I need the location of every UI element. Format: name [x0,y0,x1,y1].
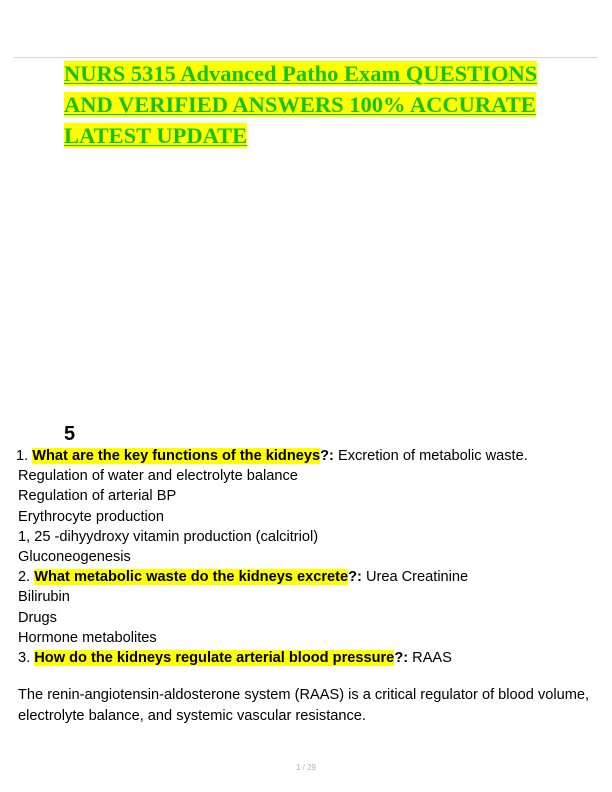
answer-line: Regulation of arterial BP [18,488,177,505]
answer-line: Bilirubin [18,589,70,606]
answer-line: Gluconeogenesis [18,549,131,566]
title-line-1: NURS 5315 Advanced Patho Exam QUESTIONS [64,61,538,86]
question-3: How do the kidneys regulate arterial blood pressure [34,650,395,667]
question-2: What metabolic waste do the kidneys excrete [34,569,349,586]
answer-line: Regulation of water and electrolyte balance [18,468,298,485]
page-counter: 1 / 29 [295,763,316,772]
answer-1-first: Excretion of metabolic waste. [333,448,528,464]
answer-3-first: RAAS [408,650,452,667]
question-3-line: 3. How do the kidneys regulate arterial blood pressure?: RAAS [18,650,452,667]
document-title [64,58,564,151]
answer-line: Drugs [18,609,57,626]
answer-line: Hormone metabolites [18,629,157,646]
title-line-3: LATEST UPDATE [64,123,248,148]
answer-line: 1, 25 -dihyydroxy vitamin production (calcitriol) [18,528,319,545]
answer-line: Erythrocyte production [18,508,165,525]
qa-list [16,446,596,668]
raas-paragraph: The renin-angiotensin-aldosterone system (RAAS) is a critical regulator of blood volume, electrolyte balance, and systemic vascular resistance. [18,687,590,724]
question-1: What are the key functions of the kidneys [32,448,321,464]
section-number: 5 [64,423,76,445]
title-line-2: AND VERIFIED ANSWERS 100% ACCURATE [64,92,536,117]
question-2-line: 2. What metabolic waste do the kidneys excrete?: Urea Creatinine [18,569,469,586]
answer-2-first: Urea Creatinine [361,569,469,586]
question-1-line: 1. What are the key functions of the kidneys?: Excretion of metabolic waste. [16,448,528,464]
